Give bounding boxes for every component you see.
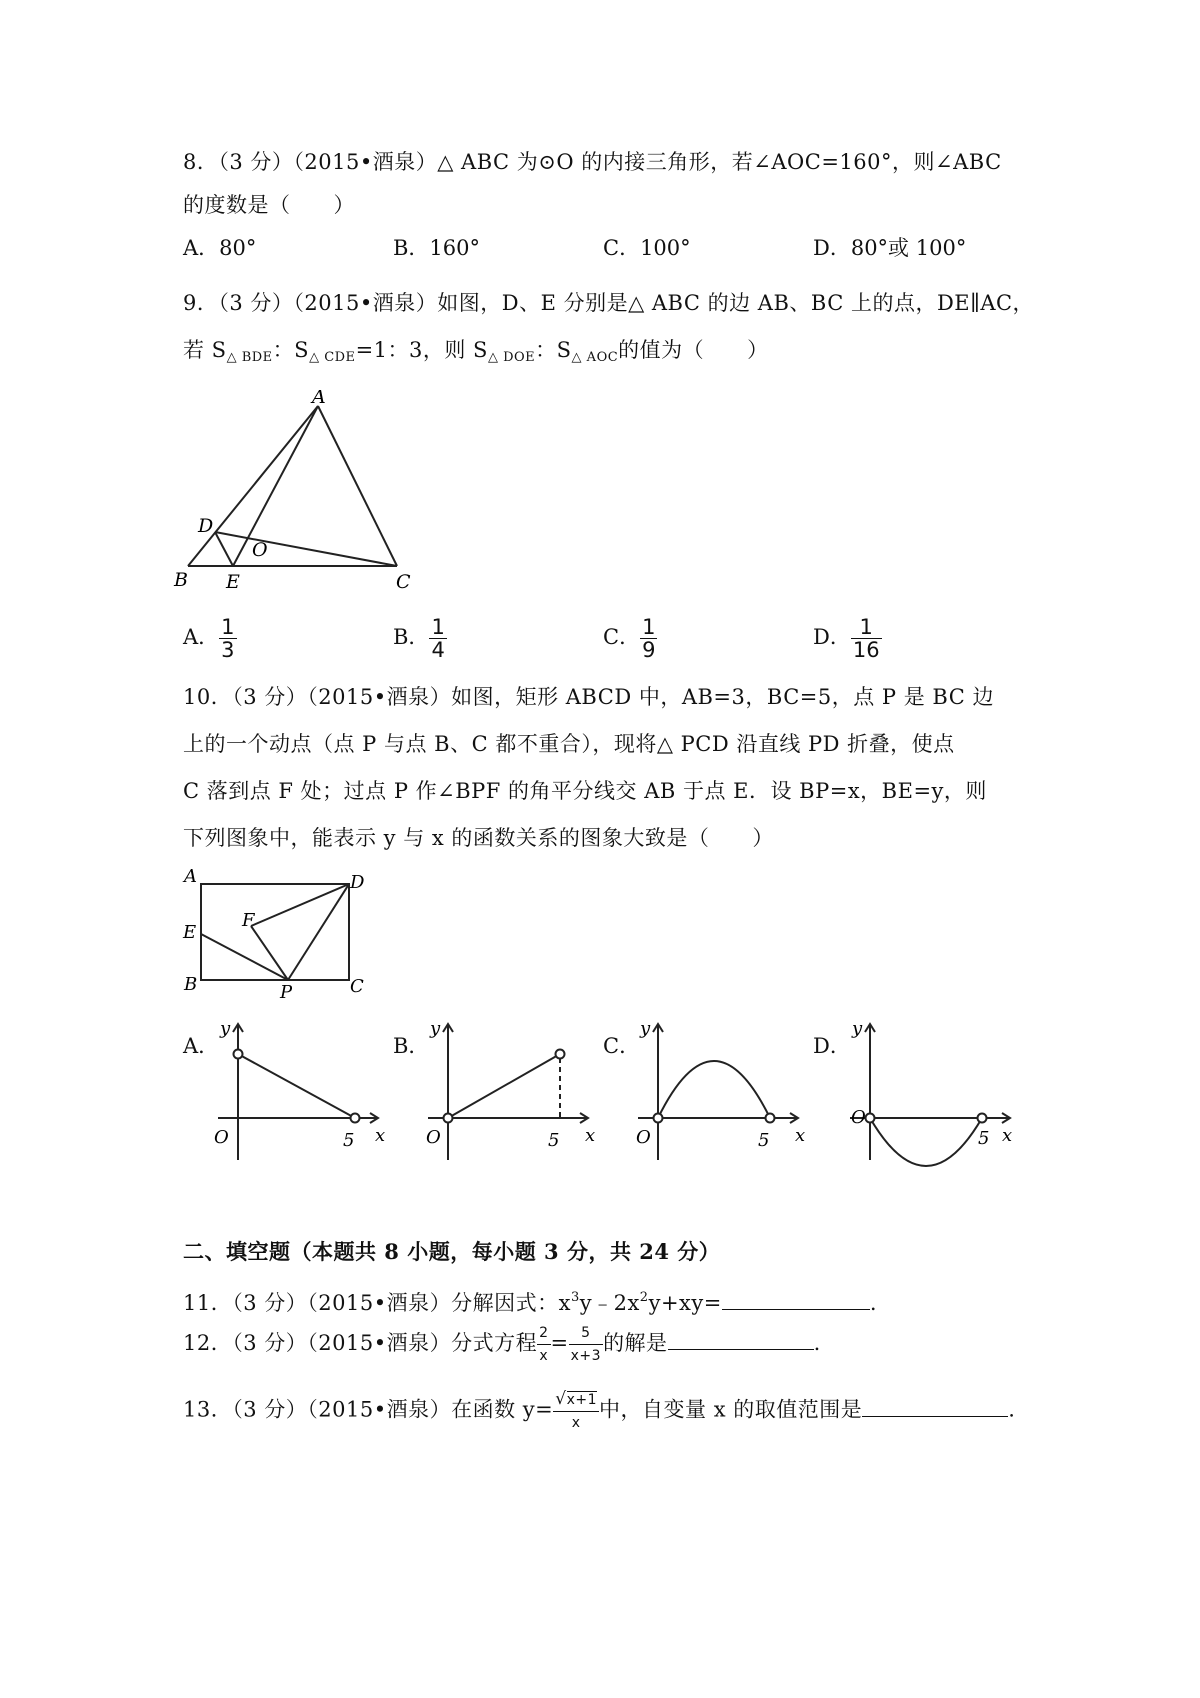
q10-graph-b-x: x [585, 1125, 596, 1146]
q10-graph-a-o: O [214, 1127, 229, 1148]
q9-option-b-den: 4 [431, 638, 445, 662]
q12-frac1-den: x [539, 1348, 549, 1364]
q9-subscript: △ AOC [571, 350, 619, 365]
q10-graph-b-y: y [430, 1018, 441, 1039]
q9-label-a: A [312, 390, 326, 408]
q13-text: 中，自变量 x 的取值范围是 [599, 1397, 863, 1422]
q10-graph-d-5: 5 [978, 1128, 990, 1149]
q11-text: 11．（3 分）（2015•酒泉）分解因式：x [183, 1291, 571, 1315]
q10-option-a: A． [183, 1034, 220, 1058]
q13-radicand: x+1 [566, 1392, 598, 1408]
q9-line1: 9．（3 分）（2015•酒泉）如图，D、E 分别是△ ABC 的边 AB、BC 上的点，DE∥AC， [183, 291, 1035, 315]
q9-option-c [603, 616, 657, 661]
q10-label-f: F [242, 910, 255, 931]
q9-option-b-num: 1 [431, 615, 445, 639]
q9-subscript: △ BDE [226, 350, 273, 365]
q9-text: 的值为（ ） [618, 338, 769, 362]
q10-option-c: C． [603, 1034, 641, 1058]
q9-label-o: O [252, 539, 268, 561]
q10-label-a: A [184, 866, 197, 887]
q8-option-b: B．160° [393, 236, 481, 260]
q10-label-e: E [183, 922, 197, 943]
q10-line1: 10．（3 分）（2015•酒泉）如图，矩形 ABCD 中，AB=3，BC=5，点 P 是 BC 边 [183, 685, 994, 709]
q9-option-a-prefix: A． [183, 625, 220, 649]
q9-line2 [183, 334, 769, 365]
q13-line [183, 1388, 1015, 1434]
q11-superscript: 2 [639, 1290, 649, 1305]
q8-option-c: C．100° [603, 236, 691, 260]
q11-line [183, 1287, 877, 1317]
q10-line3: C 落到点 F 处；过点 P 作∠BPF 的角平分线交 AB 于点 E．设 BP=x，BE=y，则 [183, 779, 987, 803]
q12-text: 12．（3 分）（2015•酒泉）分式方程 [183, 1331, 538, 1355]
q10-graph-d-o: O [851, 1107, 866, 1128]
q10-rectangle-figure [178, 864, 378, 1004]
q8-line1: 8．（3 分）（2015•酒泉）△ ABC 为⊙O 的内接三角形，若∠AOC=160°，则∠ABC [183, 150, 1002, 174]
q9-option-c-num: 1 [642, 615, 656, 639]
q12-text: 的解是 [603, 1331, 668, 1355]
q10-graph-d-y: y [852, 1018, 863, 1039]
q12-answer-blank[interactable] [668, 1331, 814, 1350]
q9-option-a-num: 1 [221, 615, 235, 639]
q10-option-b: B． [393, 1034, 430, 1058]
q11-superscript: 3 [570, 1290, 580, 1305]
q9-option-d-prefix: D． [813, 625, 851, 649]
q10-graph-c-x: x [795, 1125, 806, 1146]
q10-graph-c-y: y [640, 1018, 651, 1039]
q9-label-b: B [174, 569, 188, 591]
q9-text: ：S [272, 338, 310, 362]
q9-option-a [183, 616, 237, 661]
q10-graph-b-o: O [426, 1127, 441, 1148]
q8-option-a: A．80° [183, 236, 257, 260]
q13-period: . [1008, 1397, 1016, 1422]
q11-answer-blank[interactable] [722, 1291, 870, 1310]
q11-text: y+xy= [648, 1291, 722, 1315]
q12-frac2-den: x+3 [570, 1348, 602, 1364]
q10-label-c: C [350, 976, 364, 997]
q10-line4: 下列图象中，能表示 y 与 x 的函数关系的图象大致是（ ） [183, 826, 774, 850]
q9-option-b [393, 616, 447, 661]
q9-triangle-figure [170, 390, 420, 600]
q11-period: . [869, 1291, 878, 1315]
q10-graph-d-x: x [1002, 1125, 1013, 1146]
q10-option-d: D． [813, 1034, 851, 1058]
q9-option-a-den: 3 [221, 638, 235, 662]
q9-option-c-prefix: C． [603, 625, 641, 649]
q11-text: y﹣2x [579, 1291, 640, 1315]
q8-line2: 的度数是（ ） [183, 193, 355, 217]
q10-graph-a-x: x [375, 1125, 386, 1146]
q12-frac2-num: 5 [569, 1322, 603, 1345]
q10-label-d: D [350, 872, 365, 893]
q9-label-d: D [198, 515, 214, 537]
q10-graph-b [420, 1018, 600, 1168]
q10-graph-a-y: y [220, 1018, 231, 1039]
q10-graph-c-5: 5 [758, 1130, 770, 1151]
q13-frac-den: x [571, 1415, 581, 1431]
q9-label-e: E [226, 571, 240, 593]
q9-label-c: C [396, 571, 411, 593]
sqrt-icon: √ [555, 1389, 567, 1409]
q9-option-d-den: 16 [852, 638, 880, 662]
q9-option-b-prefix: B． [393, 625, 430, 649]
q13-text: 13．（3 分）（2015•酒泉）在函数 y= [183, 1397, 554, 1422]
q9-text: 若 S [183, 338, 227, 362]
q10-graph-a-5: 5 [343, 1130, 355, 1151]
q10-graph-c [630, 1018, 810, 1168]
q9-text: ：S [535, 338, 572, 362]
q12-equals: = [550, 1331, 569, 1355]
q10-line2: 上的一个动点（点 P 与点 B、C 都不重合），现将△ PCD 沿直线 PD 折叠，使点 [183, 732, 955, 756]
q9-option-d [813, 616, 882, 661]
q10-graph-b-5: 5 [548, 1130, 560, 1151]
q12-period: . [813, 1331, 821, 1355]
q10-graph-d [842, 1018, 1022, 1168]
q9-option-d-num: 1 [851, 616, 882, 639]
q13-frac-num [553, 1388, 599, 1412]
q10-label-p: P [280, 982, 293, 1003]
q12-line [183, 1322, 821, 1367]
q9-subscript: △ CDE [309, 350, 356, 365]
q9-text: =1：3，则 S [355, 338, 488, 362]
q8-option-d: D．80°或 100° [813, 236, 967, 260]
q12-frac1-num: 2 [537, 1322, 550, 1345]
q9-subscript: △ DOE [487, 350, 536, 365]
q10-graph-a [210, 1018, 390, 1168]
q13-answer-blank[interactable] [862, 1398, 1008, 1417]
q9-option-c-den: 9 [642, 638, 656, 662]
q10-label-b: B [184, 974, 198, 995]
section2-heading: 二、填空题（本题共 8 小题，每小题 3 分，共 24 分） [183, 1239, 721, 1264]
q10-graph-c-o: O [636, 1127, 651, 1148]
